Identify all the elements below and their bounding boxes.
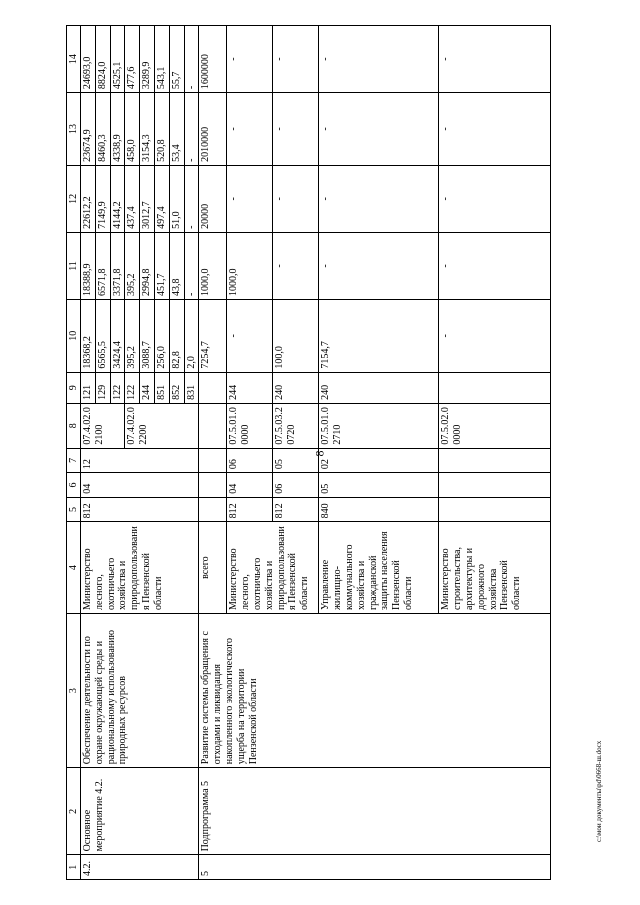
value-cell: 458,0	[125, 93, 140, 166]
code-vr: 240	[319, 372, 439, 403]
code-vr: 122	[125, 372, 140, 403]
executor: Министерство строительства, архитектуры и дорожного хозяйства Пензенской области	[439, 522, 551, 614]
measure-name: Основное мероприятие 4.2.	[81, 768, 199, 855]
code-csr: 07.5.01.02710	[319, 403, 439, 448]
value-cell: 23674,9	[81, 93, 96, 166]
code-pr: 02	[319, 448, 439, 473]
value-cell: -	[319, 165, 439, 232]
value-cell: 1600000	[199, 26, 227, 93]
value-cell: 2994,8	[140, 232, 155, 299]
code-vr	[439, 372, 551, 403]
value-cell: 22612,2	[81, 165, 96, 232]
code-grbs: 812	[227, 497, 273, 522]
value-cell: 3012,7	[140, 165, 155, 232]
value-cell: 395,2	[125, 299, 140, 372]
value-cell: 3088,7	[140, 299, 155, 372]
row-number: 5	[199, 855, 551, 880]
value-cell: -	[273, 26, 319, 93]
value-cell: -	[273, 232, 319, 299]
rotated-table-container	[66, 25, 523, 880]
value-cell: -	[227, 165, 273, 232]
value-cell: 100,0	[273, 299, 319, 372]
value-cell: -	[319, 93, 439, 166]
code-pr	[439, 448, 551, 473]
value-cell: -	[319, 26, 439, 93]
code-rz: 04	[227, 473, 273, 498]
header-cell: 1	[67, 855, 81, 880]
value-cell: 3154,3	[140, 93, 155, 166]
value-cell: 543,1	[154, 26, 169, 93]
code-grbs	[199, 497, 227, 522]
value-cell: 4525,1	[110, 26, 125, 93]
value-cell: 24693,0	[81, 26, 96, 93]
code-csr: 07.5.01.00000	[227, 403, 273, 448]
code-rz: 06	[273, 473, 319, 498]
code-vr: 244	[227, 372, 273, 403]
code-pr: 05	[273, 448, 319, 473]
header-cell: 6	[67, 473, 81, 498]
code-csr	[199, 403, 227, 448]
code-rz: 05	[319, 473, 439, 498]
value-cell: 43,8	[169, 232, 184, 299]
subprogram-name: Подпрограмма 5	[199, 768, 551, 855]
value-cell: 497,4	[154, 165, 169, 232]
code-rz	[439, 473, 551, 498]
value-cell: 18368,2	[81, 299, 96, 372]
value-cell: -	[273, 165, 319, 232]
code-rz: 04	[81, 473, 199, 498]
header-cell: 3	[67, 613, 81, 767]
value-cell: 4144,2	[110, 165, 125, 232]
subprogram-description: Развитие системы обращения с отходами и ликвидация накопленного экологического ущерба на территории Пензенской области	[199, 613, 551, 767]
value-cell: -	[184, 232, 199, 299]
code-vr: 121	[81, 372, 96, 403]
code-vr: 852	[169, 372, 184, 403]
header-cell: 12	[67, 165, 81, 232]
value-cell: 1000,0	[199, 232, 227, 299]
value-cell: 51,0	[169, 165, 184, 232]
value-cell: 3289,9	[140, 26, 155, 93]
executor: всего	[199, 522, 227, 614]
code-grbs: 840	[319, 497, 439, 522]
value-cell: 6565,5	[95, 299, 110, 372]
value-cell: 1000,0	[227, 232, 273, 299]
value-cell: -	[439, 299, 551, 372]
header-cell: 10	[67, 299, 81, 372]
page-number: 8	[312, 450, 327, 457]
executor: Министерство лесного, охотничьего хозяйства и природопользования Пензенской области	[81, 522, 199, 614]
value-cell: 6571,8	[95, 232, 110, 299]
value-cell: -	[227, 299, 273, 372]
header-cell: 11	[67, 232, 81, 299]
value-cell: 55,7	[169, 26, 184, 93]
table-row	[81, 26, 96, 880]
code-rz	[199, 473, 227, 498]
header-cell: 8	[67, 403, 81, 448]
value-cell: 8824,0	[95, 26, 110, 93]
table-row	[199, 26, 227, 880]
code-pr: 12	[81, 448, 199, 473]
value-cell: 18388,9	[81, 232, 96, 299]
header-cell: 14	[67, 26, 81, 93]
executor: Управление жилищно-коммунального хозяйства и гражданской защиты населения Пензенской области	[319, 522, 439, 614]
value-cell: 82,8	[169, 299, 184, 372]
value-cell: -	[319, 232, 439, 299]
code-vr: 851	[154, 372, 169, 403]
code-vr: 122	[110, 372, 125, 403]
value-cell: 451,7	[154, 232, 169, 299]
value-cell: 437,4	[125, 165, 140, 232]
value-cell: -	[439, 26, 551, 93]
header-cell: 4	[67, 522, 81, 614]
code-csr: 07.4.02.02100	[81, 403, 125, 448]
value-cell: -	[439, 165, 551, 232]
code-csr: 07.5.02.00000	[439, 403, 551, 448]
header-cell: 7	[67, 448, 81, 473]
value-cell: 53,4	[169, 93, 184, 166]
value-cell: 2,0	[184, 299, 199, 372]
value-cell: 256,0	[154, 299, 169, 372]
value-cell: 3371,8	[110, 232, 125, 299]
code-vr: 129	[95, 372, 110, 403]
code-vr: 244	[140, 372, 155, 403]
value-cell: 477,6	[125, 26, 140, 93]
value-cell: -	[184, 93, 199, 166]
value-cell: 4338,9	[110, 93, 125, 166]
value-cell: -	[227, 26, 273, 93]
value-cell: -	[184, 165, 199, 232]
code-grbs	[439, 497, 551, 522]
code-pr: 06	[227, 448, 273, 473]
code-grbs: 812	[81, 497, 199, 522]
value-cell: 7154,7	[319, 299, 439, 372]
code-grbs: 812	[273, 497, 319, 522]
executor: Министерство лесного, охотничьего хозяйства и природопользования Пензенской области	[227, 522, 319, 614]
header-cell: 9	[67, 372, 81, 403]
value-cell: 8460,3	[95, 93, 110, 166]
code-csr: 07.4.02.02200	[125, 403, 199, 448]
value-cell: 7254,7	[199, 299, 227, 372]
measure-description: Обеспечение деятельности по охране окружающей среды и рациональному использованию природных ресурсов	[81, 613, 199, 767]
code-vr: 831	[184, 372, 199, 403]
code-csr: 07.5.03.20720	[273, 403, 319, 448]
value-cell: -	[439, 93, 551, 166]
header-row	[67, 26, 81, 880]
header-cell: 5	[67, 497, 81, 522]
budget-table	[66, 25, 551, 880]
value-cell: 520,8	[154, 93, 169, 166]
value-cell: 395,2	[125, 232, 140, 299]
row-number: 4.2.	[81, 855, 199, 880]
code-vr: 240	[273, 372, 319, 403]
value-cell: -	[273, 93, 319, 166]
header-cell: 13	[67, 93, 81, 166]
value-cell: -	[184, 26, 199, 93]
code-pr	[199, 448, 227, 473]
footer-file-path: c:\мои документы\рd\0668-ш.docx	[595, 740, 603, 842]
value-cell: 2010000	[199, 93, 227, 166]
value-cell: -	[227, 93, 273, 166]
value-cell: 3424,4	[110, 299, 125, 372]
header-cell: 2	[67, 768, 81, 855]
code-vr	[199, 372, 227, 403]
value-cell: -	[439, 232, 551, 299]
value-cell: 7149,9	[95, 165, 110, 232]
value-cell: 20000	[199, 165, 227, 232]
